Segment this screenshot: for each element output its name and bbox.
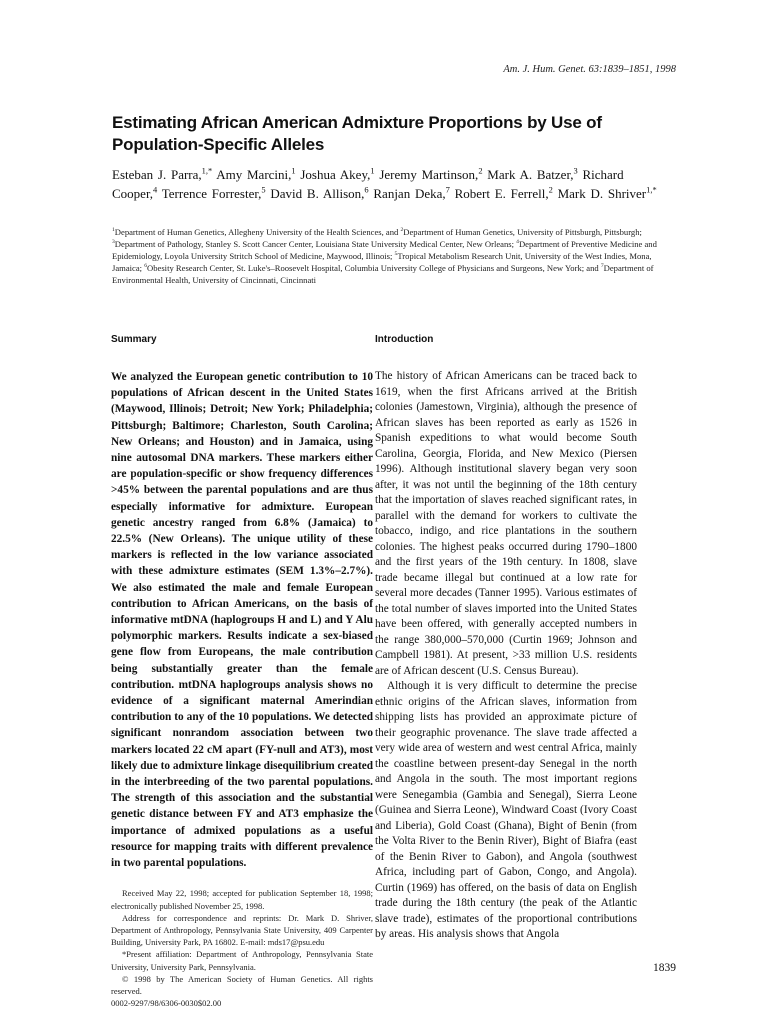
- author: Esteban J. Parra,$^{1,*}$: [112, 165, 213, 182]
- present-affiliation: *Present affiliation: Department of Anthropology, Pennsylvania State University, University Park, Pennsylvania.: [111, 949, 373, 972]
- left-column: [111, 334, 373, 1009]
- copyright-notice: © 1998 by The American Society of Human Genetics. All rights reserved.: [111, 973, 373, 996]
- issn-code: 0002-9297/98/6306-0030$02.00: [111, 998, 222, 1009]
- author: Mark D. Shriver$^{1,*}$: [557, 184, 657, 201]
- introduction-body: [375, 369, 637, 943]
- article-title: Estimating African American Admixture Proportions by Use of Population-Specific Alleles: [112, 113, 602, 154]
- author: Jeremy Martinson,$^2$: [379, 165, 483, 182]
- article-notes: [111, 887, 373, 1009]
- received-dates: Received May 22, 1998; accepted for publication September 18, 1998; electronically published November 25, 1998.: [111, 888, 373, 911]
- right-column: [375, 334, 637, 943]
- author: Joshua Akey,$^1$: [300, 165, 375, 182]
- author: Richard Cooper,$^4$: [112, 167, 624, 201]
- journal-reference: Am. J. Hum. Genet. 63:1839–1851, 1998: [503, 64, 676, 75]
- page-number: 1839: [653, 962, 676, 974]
- author: David B. Allison,$^6$: [270, 184, 369, 201]
- author: Ranjan Deka,$^7$: [373, 184, 450, 201]
- summary-heading: Summary: [111, 334, 157, 345]
- author: Robert E. Ferrell,$^2$: [454, 184, 553, 201]
- intro-paragraph: Although it is very difficult to determine the precise ethnic origins of the African slaves, information from shipping lists has provided an approximate picture of their geographic provenance. The slave trade affected a very wide area of western and west central Africa, mainly the coastline between present-day Senegal in the north and Angola in the south. The most important regions were Senegambia (Gambia and Senegal), Sierra Leone (Guinea and Sierra Leone), Windward Coast (Ivory Coast and Liberia), Gold Coast (Ghana), Bight of Benin (from the Volta River to the Benin River), Bight of Biafra (east of the Benin River to Gabon), and Angola (southwest Africa, including part of Gabon, Congo, and Angola). Curtin (1969) has offered, on the basis of data on English trade during the 18th century (the peak of the Atlantic slave trade), estimates of the proportional contributions by areas. His analysis shows that Angola: [375, 680, 637, 940]
- author: Mark A. Batzer,$^3$: [487, 165, 578, 182]
- author-list: [112, 166, 672, 203]
- correspondence-address: Address for correspondence and reprints: Dr. Mark D. Shriver, Department of Anthropology, Pennsylvania State University, 409 Carpenter Building, University Park, PA 16802. E-mail: mds17@psu.edu: [111, 912, 373, 948]
- author: Amy Marcini,$^1$: [216, 165, 296, 182]
- affiliations: $^1$Department of Human Genetics, Allegheny University of the Health Sciences, and $^2$Department of Human Genetics, University of Pittsburgh, Pittsburgh; $^3$Department of Pathology, Stanley S. Scott Cancer Center, Louisiana State University Medical Center, New Orleans; $^4$Department of Preventive Medicine and Epidemiology, Loyola University Stritch School of Medicine, Maywood, Illinois; $^5$Tropical Metabolism Research Unit, University of the West Indies, Mona, Jamaica; $^6$Obesity Research Center, St. Luke's–Roosevelt Hospital, Columbia University College of Physicians and Surgeons, New York; and $^7$Department of Environmental Health, University of Cincinnati, Cincinnati: [112, 227, 657, 285]
- author: Terrence Forrester,$^5$: [161, 184, 266, 201]
- summary-text: We analyzed the European genetic contribution to 10 populations of African descent in the United States (Maywood, Illinois; Detroit; New York; Philadelphia; Pittsburgh; Baltimore; Charleston, South Carolina; New Orleans; and Houston) and in Jamaica, using nine autosomal DNA markers. These markers either are population-specific or show frequency differences >45% between the parental populations and are thus especially informative for admixture. European genetic ancestry ranged from 6.8% (Jamaica) to 22.5% (New Orleans). The unique utility of these markers is reflected in the low variance associated with these admixture estimates (SEM 1.3%–2.7%). We also estimated the male and female European contribution to African Americans, on the basis of informative mtDNA (haplogroups H and L) and Y Alu polymorphic markers. Results indicate a sex-biased gene flow from Europeans, the male contribution being substantially greater than the female contribution. mtDNA haplogroups analysis shows no evidence of a significant maternal Amerindian contribution to any of the 10 populations. We detected significant nonrandom association between two markers located 22 cM apart (FY-null and AT3), most likely due to admixture linkage disequilibrium created in the interbreeding of the two parental populations. The strength of this association and the substantial genetic distance between FY and AT3 emphasize the importance of admixed populations as a useful resource for mapping traits with different prevalence in two parental populations.: [111, 371, 373, 870]
- intro-paragraph: The history of African Americans can be traced back to 1619, when the first Africans arrived at the British colonies (Jamestown, Virginia), although the presence of African slaves has been reported as early as 1526 in Spanish expeditions to what would become South Carolina, Georgia, Florida, and New Mexico (Piersen 1996). Although institutional slavery began very soon after, it was not until the beginning of the 18th century that the importation of slaves reached significant rates, in parallel with the demand for workers to cultivate the tobacco, indigo, and rice plantations in the southern colonies. The highest peaks occurred during 1790–1800 and the first years of the 19th century. In 1808, slave trade became illegal but continued at a low rate for several more decades (Tanner 1995). Various estimates of the total number of slaves imported into the United States have been offered, with generally accepted numbers in the range 380,000–570,000 (Curtin 1969; Johnson and Campbell 1981). At present, >33 million U.S. residents are of African descent (U.S. Census Bureau).: [375, 370, 637, 677]
- introduction-heading: Introduction: [375, 334, 434, 345]
